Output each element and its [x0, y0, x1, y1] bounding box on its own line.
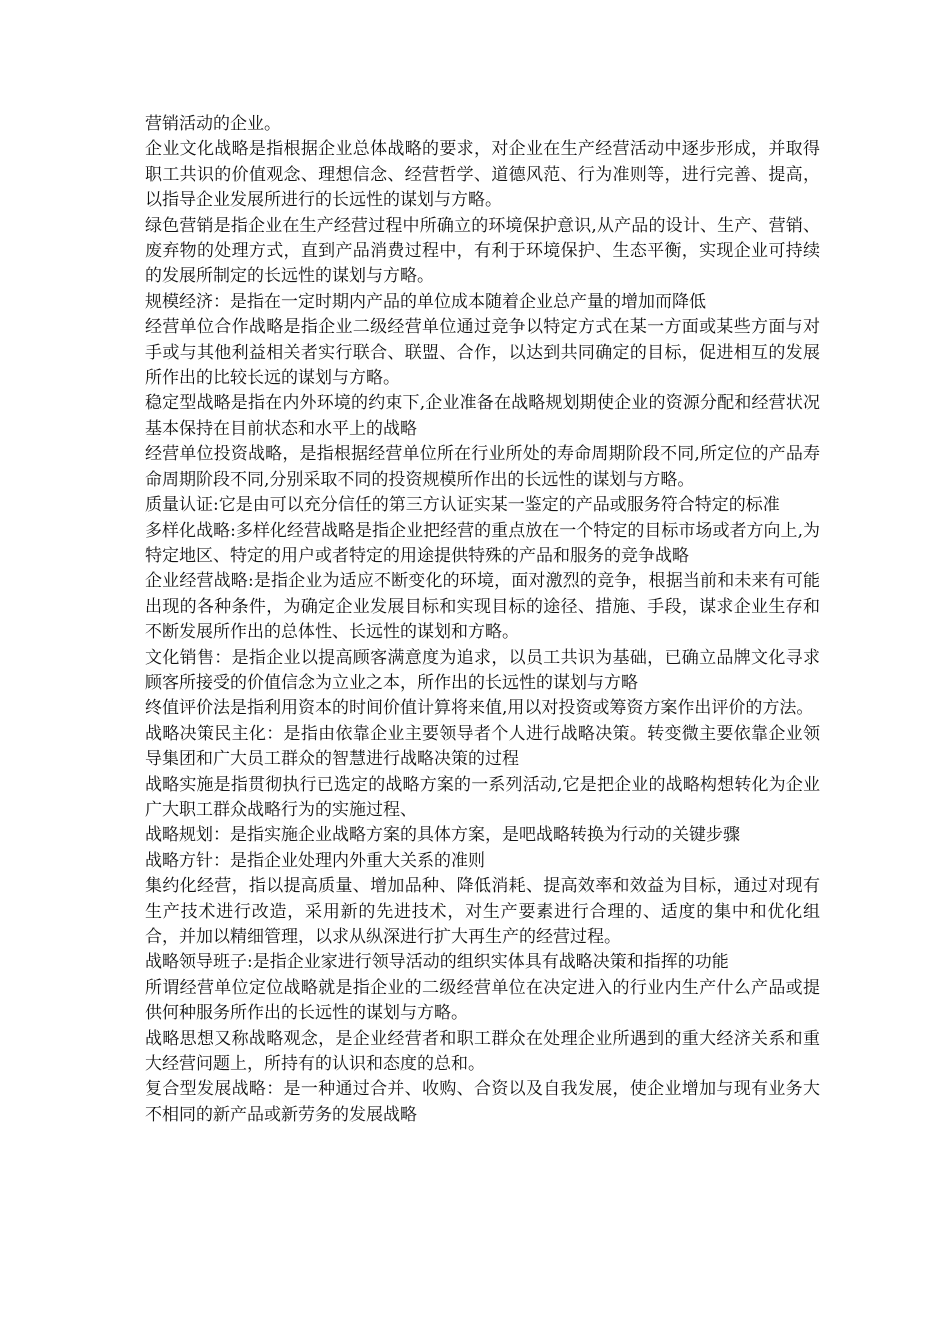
paragraph: 多样化战略:多样化经营战略是指企业把经营的重点放在一个特定的目标市场或者方向上,为特定地区、特定的用户或者特定的用途提供特殊的产品和服务的竞争战略 — [145, 520, 820, 566]
paragraph: 稳定型战略是指在内外环境的约束下,企业准备在战略规划期使企业的资源分配和经营状况基本保持在目前状态和水平上的战略 — [145, 393, 820, 439]
paragraph: 营销活动的企业。 — [145, 114, 281, 134]
paragraph: 规模经济：是指在一定时期内产品的单位成本随着企业总产量的增加而降低 — [145, 291, 706, 312]
paragraph: 复合型发展战略：是一种通过合并、收购、合资以及自我发展，使企业增加与现有业务大不相同的新产品或新劳务的发展战略 — [145, 1079, 820, 1125]
paragraph: 绿色营销是指企业在生产经营过程中所确立的环境保护意识,从产品的设计、生产、营销、废弃物的处理方式，直到产品消费过程中，有利于环境保护、生态平衡，实现企业可持续的发展所制定的长远性的谋划与方略。 — [145, 215, 820, 287]
paragraph: 战略规划：是指实施企业战略方案的具体方案，是吧战略转换为行动的关键步骤 — [145, 825, 740, 846]
paragraph: 质量认证:它是由可以充分信任的第三方认证实某一鉴定的产品或服务符合特定的标准 — [145, 495, 780, 516]
document-body — [145, 112, 820, 1128]
paragraph: 所谓经营单位定位战略就是指企业的二级经营单位在决定进入的行业内生产什么产品或提供何种服务所作出的长远性的谋划与方略。 — [145, 977, 820, 1024]
paragraph: 战略实施是指贯彻执行已选定的战略方案的一系列活动,它是把企业的战略构想转化为企业广大职工群众战略行为的实施过程、 — [145, 774, 820, 820]
paragraph: 企业经营战略:是指企业为适应不断变化的环境，面对激烈的竞争，根据当前和未来有可能出现的各种条件，为确定企业发展目标和实现目标的途径、措施、手段，谋求企业生存和不断发展所作出的总体性、长远性的谋划和方略。 — [145, 571, 820, 643]
paragraph: 文化销售：是指企业以提高顾客满意度为追求，以员工共识为基础，已确立品牌文化寻求顾客所接受的价值信念为立业之本，所作出的长远性的谋划与方略 — [145, 647, 820, 693]
paragraph: 企业文化战略是指根据企业总体战略的要求，对企业在生产经营活动中逐步形成，并取得职工共识的价值观念、理想信念、经营哲学、道德风范、行为准则等，进行完善、提高，以指导企业发展所进行的长远性的谋划与方略。 — [145, 139, 820, 211]
paragraph: 终值评价法是指利用资本的时间价值计算将来值,用以对投资或筹资方案作出评价的方法。 — [145, 698, 814, 719]
paragraph: 集约化经营，指以提高质量、增加品种、降低消耗、提高效率和效益为目标，通过对现有生产技术进行改造，采用新的先进技术，对生产要素进行合理的、适度的集中和优化组合，并加以精细管理，以求从纵深进行扩大再生产的经营过程。 — [145, 876, 820, 947]
paragraph: 战略领导班子:是指企业家进行领导活动的组织实体具有战略决策和指挥的功能 — [145, 952, 729, 973]
paragraph: 战略决策民主化：是指由依靠企业主要领导者个人进行战略决策。转变微主要依靠企业领导集团和广大员工群众的智慧进行战略决策的过程 — [145, 723, 820, 770]
paragraph: 战略方针：是指企业处理内外重大关系的准则 — [145, 850, 485, 871]
paragraph: 经营单位合作战略是指企业二级经营单位通过竞争以特定方式在某一方面或某些方面与对手或与其他利益相关者实行联合、联盟、合作，以达到共同确定的目标，促进相互的发展所作出的比较长远的谋划与方略。 — [145, 317, 820, 389]
paragraph: 经营单位投资战略，是指根据经营单位所在行业所处的寿命周期阶段不同,所定位的产品寿命周期阶段不同,分别采取不同的投资规模所作出的长远性的谋划与方略。 — [145, 444, 820, 490]
paragraph: 战略思想又称战略观念，是企业经营者和职工群众在处理企业所遇到的重大经济关系和重大经营问题上，所持有的认识和态度的总和。 — [145, 1028, 820, 1075]
